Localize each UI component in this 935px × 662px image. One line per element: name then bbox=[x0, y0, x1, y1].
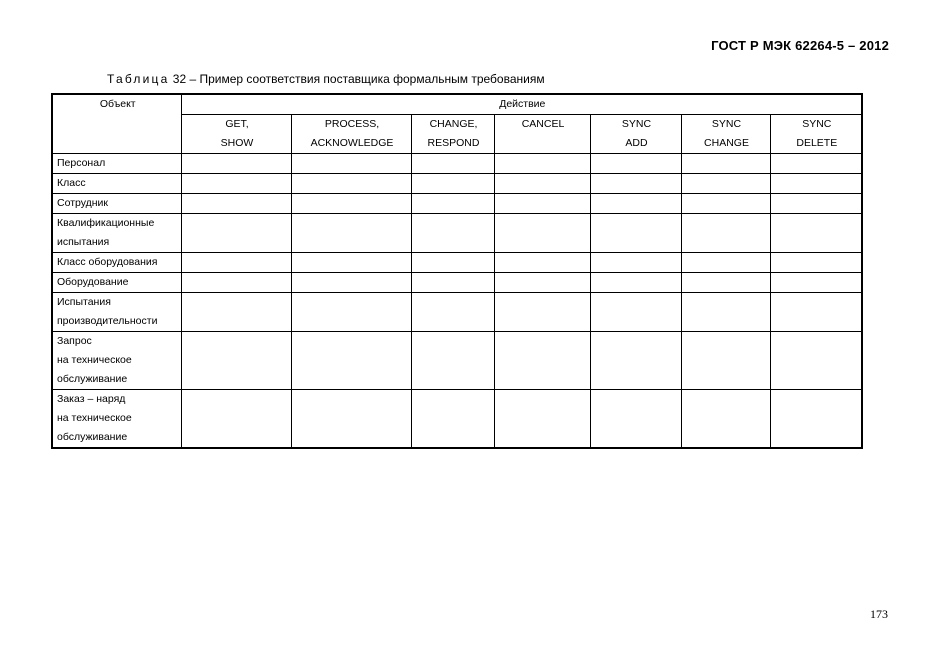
action-header-line: SHOW bbox=[220, 137, 254, 149]
table-row bbox=[52, 273, 862, 293]
action-header-line: SYNC bbox=[802, 118, 832, 130]
table-body bbox=[52, 154, 862, 449]
standard-designation: ГОСТ Р МЭК 62264-5 – 2012 bbox=[711, 38, 889, 53]
empty-cell bbox=[681, 332, 770, 390]
empty-cell bbox=[681, 194, 770, 214]
empty-cell bbox=[681, 273, 770, 293]
action-header-cell bbox=[494, 115, 590, 154]
empty-cell bbox=[681, 293, 770, 332]
empty-cell bbox=[681, 253, 770, 273]
empty-cell bbox=[494, 253, 590, 273]
table-row bbox=[52, 214, 862, 253]
object-label-line: производительности bbox=[57, 315, 158, 327]
action-header-cell bbox=[411, 115, 494, 154]
empty-cell bbox=[681, 390, 770, 449]
empty-cell bbox=[291, 253, 411, 273]
empty-cell bbox=[590, 332, 681, 390]
object-label-line: Квалификационные bbox=[57, 217, 155, 229]
empty-cell bbox=[494, 293, 590, 332]
empty-cell bbox=[411, 154, 494, 174]
empty-cell bbox=[411, 194, 494, 214]
empty-cell bbox=[590, 214, 681, 253]
action-header-line: SYNC bbox=[621, 118, 652, 130]
empty-cell bbox=[681, 154, 770, 174]
object-label-line: испытания bbox=[57, 236, 110, 248]
empty-cell bbox=[411, 214, 494, 253]
empty-cell bbox=[590, 253, 681, 273]
empty-cell bbox=[411, 293, 494, 332]
action-header-line: CHANGE bbox=[704, 137, 749, 149]
action-header-line: ADD bbox=[625, 137, 648, 149]
object-column-header: Объект bbox=[52, 94, 181, 154]
table-row bbox=[52, 293, 862, 332]
empty-cell bbox=[291, 194, 411, 214]
table-caption-label: Таблица bbox=[107, 72, 170, 86]
object-label-line: Класс bbox=[57, 177, 86, 189]
table-row bbox=[52, 194, 862, 214]
object-label-line: Оборудование bbox=[57, 276, 129, 288]
empty-cell bbox=[770, 273, 862, 293]
object-cell bbox=[52, 273, 181, 293]
empty-cell bbox=[291, 214, 411, 253]
empty-cell bbox=[494, 174, 590, 194]
empty-cell bbox=[770, 332, 862, 390]
action-header-line: RESPOND bbox=[427, 137, 480, 149]
action-header-line: SYNC bbox=[711, 118, 742, 130]
empty-cell bbox=[411, 390, 494, 449]
object-cell bbox=[52, 390, 181, 449]
empty-cell bbox=[494, 214, 590, 253]
table-row bbox=[52, 253, 862, 273]
empty-cell bbox=[181, 293, 291, 332]
empty-cell bbox=[411, 174, 494, 194]
action-header-line: CANCEL bbox=[521, 118, 565, 130]
empty-cell bbox=[411, 273, 494, 293]
action-header-line: CHANGE, bbox=[429, 118, 478, 130]
empty-cell bbox=[291, 174, 411, 194]
table-row bbox=[52, 174, 862, 194]
empty-cell bbox=[291, 154, 411, 174]
empty-cell bbox=[590, 174, 681, 194]
object-label-line: на техническое bbox=[57, 354, 132, 366]
object-cell bbox=[52, 332, 181, 390]
action-header-cell bbox=[291, 115, 411, 154]
empty-cell bbox=[494, 194, 590, 214]
empty-cell bbox=[681, 174, 770, 194]
empty-cell bbox=[770, 154, 862, 174]
table-caption bbox=[107, 72, 545, 86]
empty-cell bbox=[181, 273, 291, 293]
action-header-cell bbox=[590, 115, 681, 154]
action-header-line: GET, bbox=[225, 118, 249, 130]
object-cell bbox=[52, 174, 181, 194]
object-label-line: на техническое bbox=[57, 412, 132, 424]
empty-cell bbox=[181, 390, 291, 449]
empty-cell bbox=[590, 293, 681, 332]
empty-cell bbox=[291, 390, 411, 449]
object-cell bbox=[52, 194, 181, 214]
action-header-line: DELETE bbox=[796, 137, 838, 149]
object-cell bbox=[52, 154, 181, 174]
requirements-table bbox=[51, 93, 863, 449]
empty-cell bbox=[770, 214, 862, 253]
empty-cell bbox=[181, 154, 291, 174]
empty-cell bbox=[181, 214, 291, 253]
empty-cell bbox=[770, 293, 862, 332]
action-column-header: Действие bbox=[181, 94, 862, 115]
empty-cell bbox=[494, 390, 590, 449]
object-label-line: Класс оборудования bbox=[57, 256, 158, 268]
object-cell bbox=[52, 214, 181, 253]
empty-cell bbox=[411, 253, 494, 273]
empty-cell bbox=[770, 390, 862, 449]
action-header-line: PROCESS, bbox=[324, 118, 380, 130]
object-label-line: Заказ – наряд bbox=[57, 393, 126, 405]
empty-cell bbox=[181, 332, 291, 390]
table-row bbox=[52, 390, 862, 449]
empty-cell bbox=[770, 194, 862, 214]
object-label-line: обслуживание bbox=[57, 373, 128, 385]
empty-cell bbox=[291, 332, 411, 390]
table-row bbox=[52, 332, 862, 390]
action-header-cell bbox=[770, 115, 862, 154]
object-cell bbox=[52, 253, 181, 273]
action-header-line: ACKNOWLEDGE bbox=[310, 137, 394, 149]
empty-cell bbox=[494, 273, 590, 293]
object-cell bbox=[52, 293, 181, 332]
empty-cell bbox=[590, 194, 681, 214]
empty-cell bbox=[770, 253, 862, 273]
empty-cell bbox=[590, 390, 681, 449]
object-label-line: обслуживание bbox=[57, 431, 128, 443]
action-header-cell bbox=[181, 115, 291, 154]
empty-cell bbox=[181, 253, 291, 273]
object-label-line: Сотрудник bbox=[57, 197, 109, 209]
action-header-line bbox=[499, 134, 588, 153]
empty-cell bbox=[770, 174, 862, 194]
object-label-line: Персонал bbox=[57, 157, 106, 169]
action-header-cell bbox=[681, 115, 770, 154]
page-number: 173 bbox=[870, 607, 888, 621]
object-label-line: Испытания bbox=[57, 296, 111, 308]
empty-cell bbox=[411, 332, 494, 390]
empty-cell bbox=[181, 174, 291, 194]
empty-cell bbox=[590, 273, 681, 293]
table-caption-text: 32 – Пример соответствия поставщика формальным требованиям bbox=[172, 72, 545, 86]
empty-cell bbox=[681, 214, 770, 253]
empty-cell bbox=[291, 273, 411, 293]
table-row bbox=[52, 154, 862, 174]
empty-cell bbox=[494, 332, 590, 390]
empty-cell bbox=[494, 154, 590, 174]
empty-cell bbox=[291, 293, 411, 332]
empty-cell bbox=[590, 154, 681, 174]
empty-cell bbox=[181, 194, 291, 214]
object-label-line: Запрос bbox=[57, 335, 92, 347]
